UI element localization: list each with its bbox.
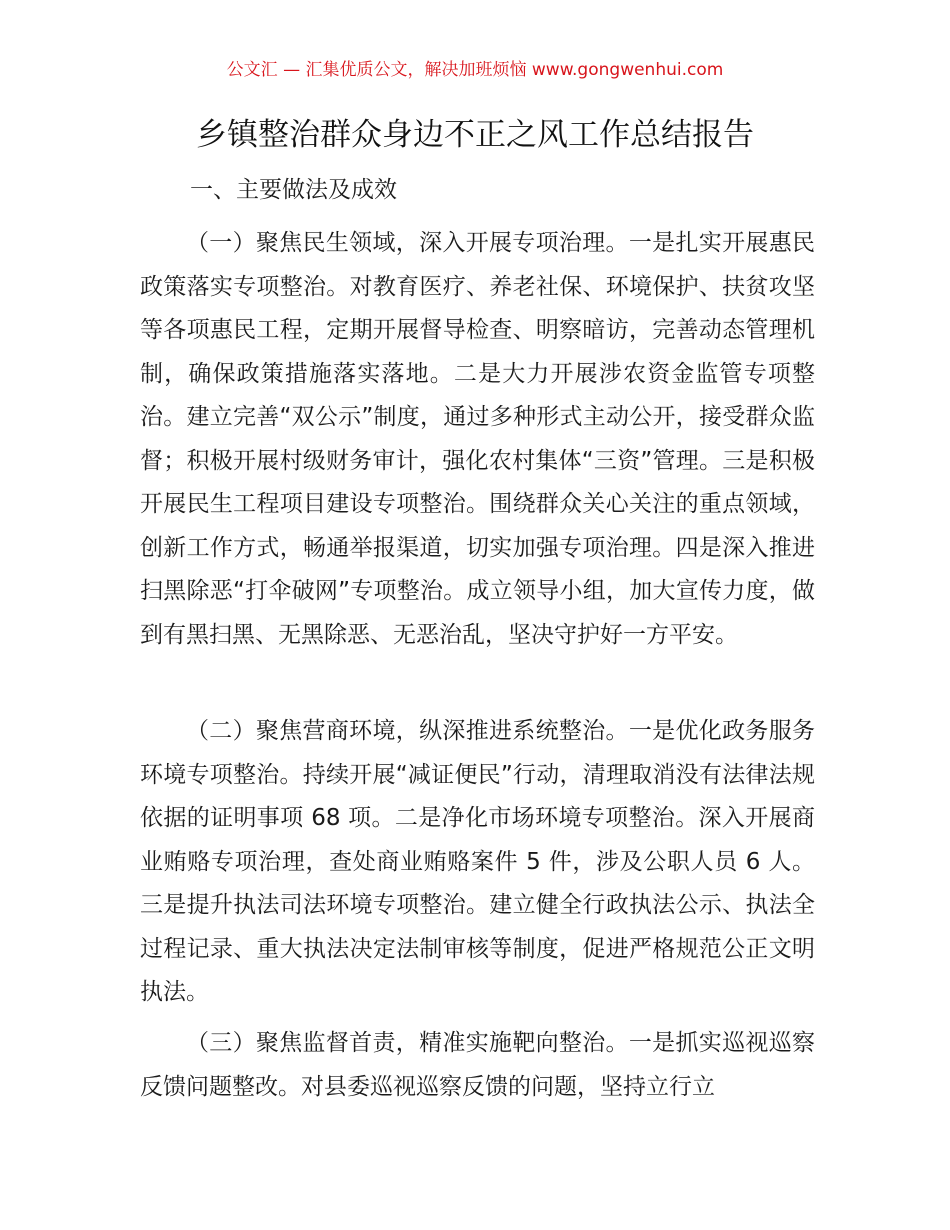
paragraph-supervision: （三）聚焦监督首责，精准实施靶向整治。一是抓实巡视巡察反馈问题整改。对县委巡视巡察反馈的问题，坚持立行立: [140, 1030, 815, 1100]
document-title: 乡镇整治群众身边不正之风工作总结报告: [196, 117, 754, 153]
section-heading: 一、主要做法及成效: [190, 177, 397, 203]
paragraph-people-livelihood: （一）聚焦民生领域，深入开展专项治理。一是扎实开展惠民政策落实专项整治。对教育医疗、养老社保、环境保护、扶贫攻坚等各项惠民工程，定期开展督导检查、明察暗访，完善动态管理机制，确保政策措施落实落地。二是大力开展涉农资金监管专项整治。建立完善“双公示”制度，通过多种形式主动公开，接受群众监督；积极开展村级财务审计，强化农村集体“三资”管理。三是积极开展民生工程项目建设专项整治。围绕群众关心关注的重点领域，创新工作方式，畅通举报渠道，切实加强专项治理。四是深入推进扫黑除恶“打伞破网”专项整治。成立领导小组，加大宣传力度，做到有黑扫黑、无黑除恶、无恶治乱，坚决守护好一方平安。: [140, 230, 815, 648]
header-banner: 公文汇 — 汇集优质公文，解决加班烦恼 www.gongwenhui.com: [226, 60, 724, 80]
paragraph-business-environment: （二）聚焦营商环境，纵深推进系统整治。一是优化政务服务环境专项整治。持续开展“减证便民”行动，清理取消没有法律法规依据的证明事项 68 项。二是净化市场环境专项整治。深入开展商业贿赂专项治理，查处商业贿赂案件 5 件，涉及公职人员 6 人。三是提升执法司法环境专项整治。建立健全行政执法公示、执法全过程记录、重大执法决定法制审核等制度，促进严格规范公正文明执法。: [140, 718, 815, 1005]
